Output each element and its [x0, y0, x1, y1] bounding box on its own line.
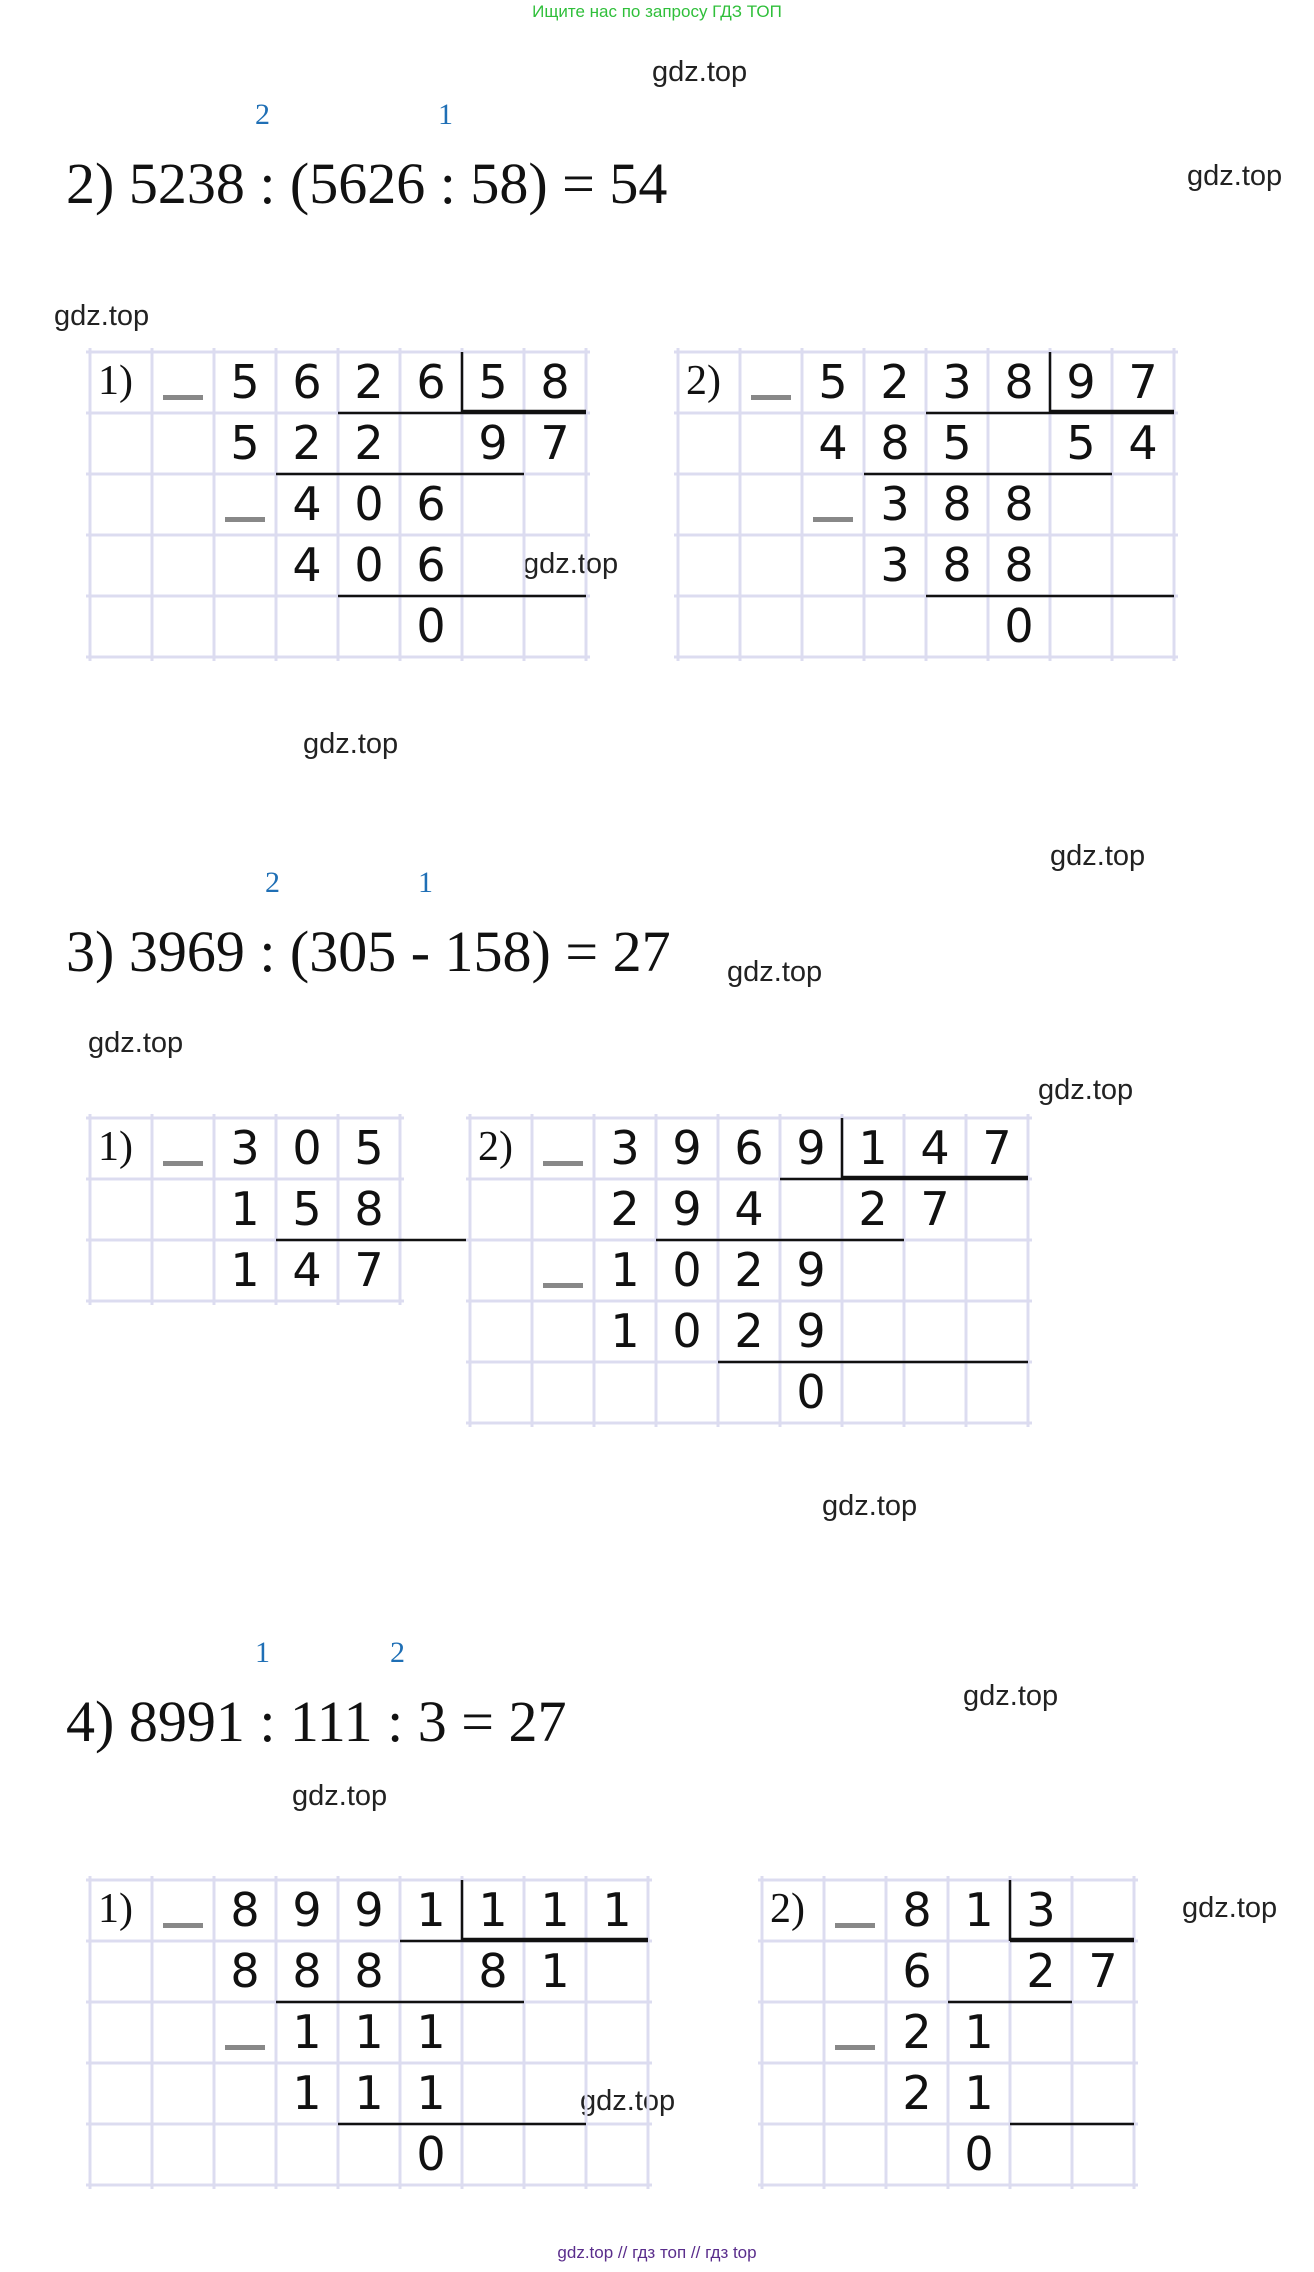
digit: 1: [416, 2066, 446, 2120]
digit: 0: [964, 2127, 994, 2181]
digit: 0: [292, 1121, 322, 1175]
digit: 5: [230, 355, 260, 409]
digit: 0: [416, 599, 446, 653]
digit: 1: [354, 2005, 384, 2059]
digit: 1: [416, 1883, 446, 1937]
digit: 2: [1026, 1944, 1056, 1998]
watermark: gdz.top: [303, 728, 399, 760]
digit: 0: [796, 1365, 826, 1419]
order-mark: 2: [265, 866, 280, 899]
calculation-label: 1): [98, 1124, 133, 1170]
digit: 8: [540, 355, 570, 409]
watermark: gdz.top: [292, 1780, 388, 1812]
search-banner[interactable]: Ищите нас по запросу ГДЗ ТОП: [532, 2, 782, 21]
digit: 7: [540, 416, 570, 470]
digit: 4: [1128, 416, 1158, 470]
digit: 4: [818, 416, 848, 470]
digit: 1: [858, 1121, 888, 1175]
order-mark: 2: [255, 98, 270, 131]
digit: 1: [964, 1883, 994, 1937]
digit: 8: [942, 477, 972, 531]
problem-expression: 3) 3969 : (305 - 158) = 27: [66, 919, 671, 984]
order-mark: 1: [438, 98, 453, 131]
digit: 1: [416, 2005, 446, 2059]
digit: 2: [734, 1304, 764, 1358]
digit: 3: [1026, 1883, 1056, 1937]
digit: 9: [292, 1883, 322, 1937]
footer-links[interactable]: gdz.top // гдз топ // гдз top: [557, 2243, 757, 2262]
digit: 6: [416, 477, 446, 531]
long-division-81-3: [758, 1876, 1138, 2189]
watermark: gdz.top: [88, 1027, 184, 1059]
digit: 8: [354, 1944, 384, 1998]
digit: 8: [942, 538, 972, 592]
long-division-5626-58: [86, 348, 590, 661]
digit: 1: [964, 2066, 994, 2120]
digit: 6: [416, 538, 446, 592]
digit: 1: [964, 2005, 994, 2059]
calculation-label: 1): [98, 358, 133, 404]
digit: 0: [1004, 599, 1034, 653]
digit: 7: [982, 1121, 1012, 1175]
digit: 6: [416, 355, 446, 409]
digit: 7: [1088, 1944, 1118, 1998]
digit: 9: [796, 1121, 826, 1175]
calculation-label: 1): [98, 1886, 133, 1932]
digit: 4: [292, 538, 322, 592]
digit: 8: [902, 1883, 932, 1937]
digit: 8: [1004, 477, 1034, 531]
digit: 3: [880, 538, 910, 592]
problem-expression: 2) 5238 : (5626 : 58) = 54: [66, 151, 668, 216]
digit: 8: [1004, 355, 1034, 409]
digit: 5: [1066, 416, 1096, 470]
digit: 8: [230, 1944, 260, 1998]
digit: 8: [230, 1883, 260, 1937]
digit: 3: [230, 1121, 260, 1175]
long-division-5238-97: [674, 348, 1178, 661]
digit: 9: [796, 1304, 826, 1358]
digit: 5: [478, 355, 508, 409]
digit: 6: [292, 355, 322, 409]
digit: 4: [292, 477, 322, 531]
digit: 5: [818, 355, 848, 409]
digit: 1: [478, 1883, 508, 1937]
digit: 2: [880, 355, 910, 409]
digit: 4: [920, 1121, 950, 1175]
digit: 3: [880, 477, 910, 531]
digit: 1: [230, 1182, 260, 1236]
calculation-label: 2): [686, 358, 721, 404]
watermark: gdz.top: [1187, 160, 1283, 192]
problem-expression: 4) 8991 : 111 : 3 = 27: [66, 1689, 567, 1754]
digit: 2: [902, 2066, 932, 2120]
digit: 0: [354, 477, 384, 531]
digit: 1: [602, 1883, 632, 1937]
watermark: gdz.top: [54, 300, 150, 332]
order-mark: 2: [390, 1636, 405, 1669]
watermark: gdz.top: [580, 2085, 676, 2117]
digit: 0: [416, 2127, 446, 2181]
digit: 0: [672, 1304, 702, 1358]
digit: 3: [942, 355, 972, 409]
digit: 9: [672, 1121, 702, 1175]
digit: 7: [920, 1182, 950, 1236]
digit: 2: [858, 1182, 888, 1236]
digit: 7: [1128, 355, 1158, 409]
watermark: gdz.top: [652, 56, 748, 88]
digit: 4: [292, 1243, 322, 1297]
digit: 8: [354, 1182, 384, 1236]
digit: 9: [354, 1883, 384, 1937]
watermark: gdz.top: [523, 548, 619, 580]
digit: 6: [734, 1121, 764, 1175]
digit: 5: [230, 416, 260, 470]
watermark: gdz.top: [963, 1680, 1059, 1712]
digit: 1: [540, 1944, 570, 1998]
digit: 1: [540, 1883, 570, 1937]
order-mark: 1: [418, 866, 433, 899]
digit: 2: [292, 416, 322, 470]
digit: 1: [610, 1243, 640, 1297]
digit: 2: [734, 1243, 764, 1297]
digit: 9: [1066, 355, 1096, 409]
digit: 8: [478, 1944, 508, 1998]
digit: 8: [1004, 538, 1034, 592]
watermark: gdz.top: [727, 956, 823, 988]
digit: 1: [230, 1243, 260, 1297]
digit: 5: [942, 416, 972, 470]
digit: 2: [354, 355, 384, 409]
watermark: gdz.top: [1050, 840, 1146, 872]
digit: 3: [610, 1121, 640, 1175]
long-division-3969-147: [466, 1114, 1032, 1427]
digit: 9: [796, 1243, 826, 1297]
digit: 9: [672, 1182, 702, 1236]
digit: 4: [734, 1182, 764, 1236]
digit: 1: [610, 1304, 640, 1358]
subtraction-305-158: [86, 1114, 524, 1305]
watermark: gdz.top: [822, 1490, 918, 1522]
calculation-label: 2): [478, 1124, 513, 1170]
digit: 1: [292, 2005, 322, 2059]
digit: 6: [902, 1944, 932, 1998]
digit: 2: [902, 2005, 932, 2059]
digit: 2: [354, 416, 384, 470]
digit: 7: [354, 1243, 384, 1297]
digit: 9: [478, 416, 508, 470]
digit: 5: [292, 1182, 322, 1236]
digit: 0: [354, 538, 384, 592]
order-mark: 1: [255, 1636, 270, 1669]
digit: 0: [672, 1243, 702, 1297]
digit: 1: [354, 2066, 384, 2120]
watermark: gdz.top: [1038, 1074, 1134, 1106]
digit: 8: [880, 416, 910, 470]
digit: 1: [292, 2066, 322, 2120]
watermark: gdz.top: [1182, 1892, 1278, 1924]
digit: 2: [610, 1182, 640, 1236]
digit: 5: [354, 1121, 384, 1175]
digit: 8: [292, 1944, 322, 1998]
long-division-8991-111: [86, 1876, 652, 2189]
calculation-label: 2): [770, 1886, 805, 1932]
